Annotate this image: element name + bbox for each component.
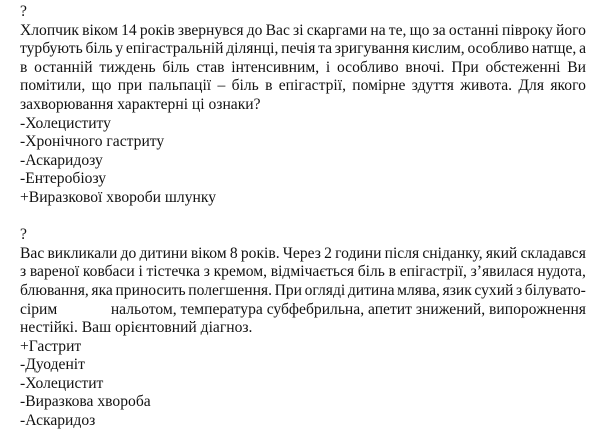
- question-text-line: Вас викликали до дитини віком 8 років. Через 2 години після сніданку, який складався: [20, 244, 586, 262]
- question-text-line: блювання, яка приносить полегшення. При огляді дитина млява, язик сухий з білувато-: [20, 281, 586, 299]
- question-text-line-split: [20, 301, 586, 320]
- answer-options: [20, 338, 586, 431]
- question-text-line: помітили, що при пальпації – біль в епігастрії, помірне здуття живота. Для якого: [20, 77, 586, 95]
- answer-option: -Холецистит: [20, 374, 104, 392]
- question-1: [20, 3, 586, 208]
- question-text-line: Хлопчик віком 14 років звернувся до Вас зі скаргами на те, що за останні півроку його: [20, 21, 586, 39]
- answer-option: -Виразкова хвороба: [20, 393, 151, 411]
- question-marker: ?: [20, 3, 27, 20]
- answer-option-correct: +Гастрит: [20, 337, 82, 355]
- question-text-line: нестійкі. Ваш орієнтовний діагноз.: [20, 319, 253, 337]
- answer-option: -Ентеробіозу: [20, 170, 107, 188]
- question-text: [20, 22, 586, 115]
- answer-option: -Дуоденіт: [20, 356, 85, 374]
- answer-options: [20, 115, 586, 208]
- answer-option-correct: +Виразкової хвороби шлунку: [20, 188, 216, 206]
- question-text-line: турбують біль у епігастральній ділянці, печія та зригування кислим, особливо натще, а: [20, 40, 586, 58]
- answer-option: -Хронічного гастриту: [20, 133, 165, 151]
- question-marker: ?: [20, 226, 27, 244]
- answer-option: -Аскаридозу: [20, 151, 103, 169]
- blank-line: [20, 208, 586, 227]
- answer-option: -Аскаридоз: [20, 412, 96, 430]
- question-text-fragment: нальотом, температура субфебрильна, апетит знижений, випорожнення: [110, 300, 586, 318]
- question-2: [20, 226, 586, 431]
- answer-option: -Холециститу: [20, 114, 111, 132]
- question-text-fragment: сірим: [20, 300, 58, 318]
- question-text-line: захворювання характерні ці ознаки?: [20, 95, 261, 113]
- question-text: [20, 245, 586, 338]
- document-page: [20, 3, 586, 431]
- question-text-line: в останній тиждень біль став інтенсивним, і особливо вночі. При обстеженні Ви: [20, 58, 586, 76]
- question-text-line: з вареної ковбаси і тістечка з кремом, відмічається біль в епігастрії, з’явилася нудота,: [20, 263, 586, 281]
